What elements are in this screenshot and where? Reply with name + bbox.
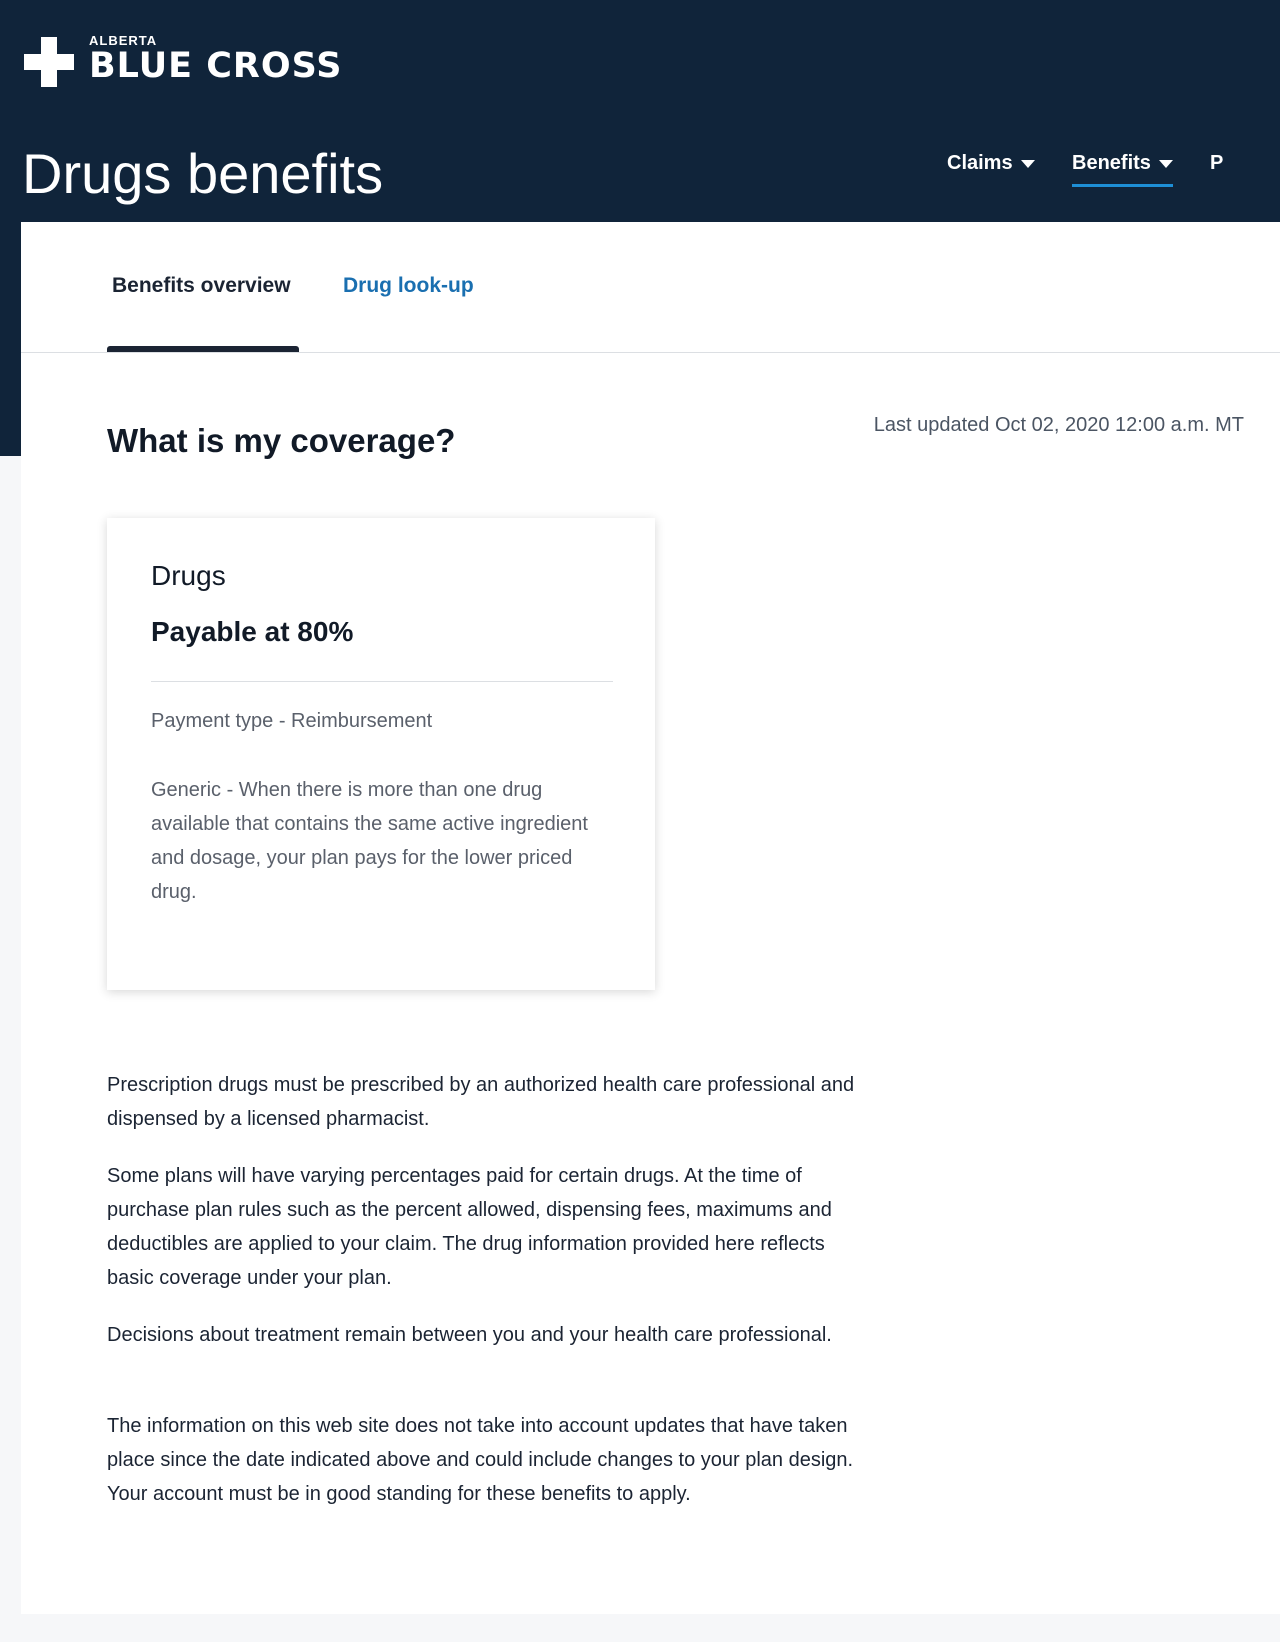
tab-drug-look-up[interactable]: Drug look-up bbox=[343, 274, 474, 297]
card-payable-rate: Payable at 80% bbox=[151, 616, 354, 647]
coverage-card bbox=[107, 518, 655, 990]
page-title: Drugs benefits bbox=[22, 142, 384, 205]
section-title: What is my coverage? bbox=[107, 422, 456, 459]
cross-logo-icon bbox=[21, 34, 77, 90]
nav-claims-label: Claims bbox=[947, 152, 1013, 174]
info-paragraph-disclaimer: The information on this web site does not take into account updates that have taken place since the date indicated above and could include changes to your plan design. Your account must be in good standing for these benefits to apply. bbox=[107, 1415, 854, 1505]
card-heading: Drugs bbox=[151, 560, 226, 591]
nav-item-truncated[interactable] bbox=[1210, 152, 1223, 175]
info-paragraph-prescription: Prescription drugs must be prescribed by an authorized health care professional and dispensed by a licensed pharmacist. bbox=[107, 1074, 855, 1130]
logo-text-big: BLUE CROSS bbox=[89, 46, 343, 86]
caret-down-icon bbox=[1021, 160, 1035, 168]
main-content-panel bbox=[21, 222, 1280, 1614]
info-paragraph-decisions: Decisions about treatment remain between you and your health care professional. bbox=[107, 1324, 832, 1346]
tab-bar bbox=[21, 222, 1280, 353]
last-updated-text: Last updated Oct 02, 2020 12:00 a.m. MT bbox=[873, 414, 1244, 436]
caret-down-icon bbox=[1159, 160, 1173, 168]
tab-benefits-overview[interactable]: Benefits overview bbox=[112, 274, 291, 297]
info-paragraph-plans: Some plans will have varying percentages paid for certain drugs. At the time of purchase plan rules such as the percent allowed, dispensing fees, maximums and deductibles are applied to your claim. The drug information provided here reflects basic coverage under your plan. bbox=[107, 1165, 832, 1289]
nav-benefits-label: Benefits bbox=[1072, 152, 1151, 174]
nav-truncated-label: P bbox=[1210, 152, 1224, 174]
active-tab-indicator bbox=[107, 346, 299, 352]
card-divider bbox=[151, 681, 613, 682]
nav-claims[interactable] bbox=[947, 152, 1035, 175]
nav-active-underline bbox=[1072, 184, 1173, 187]
logo-text-small: ALBERTA bbox=[89, 33, 158, 48]
card-generic-note: Generic - When there is more than one drug available that contains the same active ingredient and dosage, your plan pays for the lower priced drug. bbox=[151, 779, 588, 903]
card-payment-type: Payment type - Reimbursement bbox=[151, 710, 433, 732]
alberta-blue-cross-logo[interactable] bbox=[21, 34, 391, 90]
nav-benefits[interactable] bbox=[1072, 152, 1173, 175]
